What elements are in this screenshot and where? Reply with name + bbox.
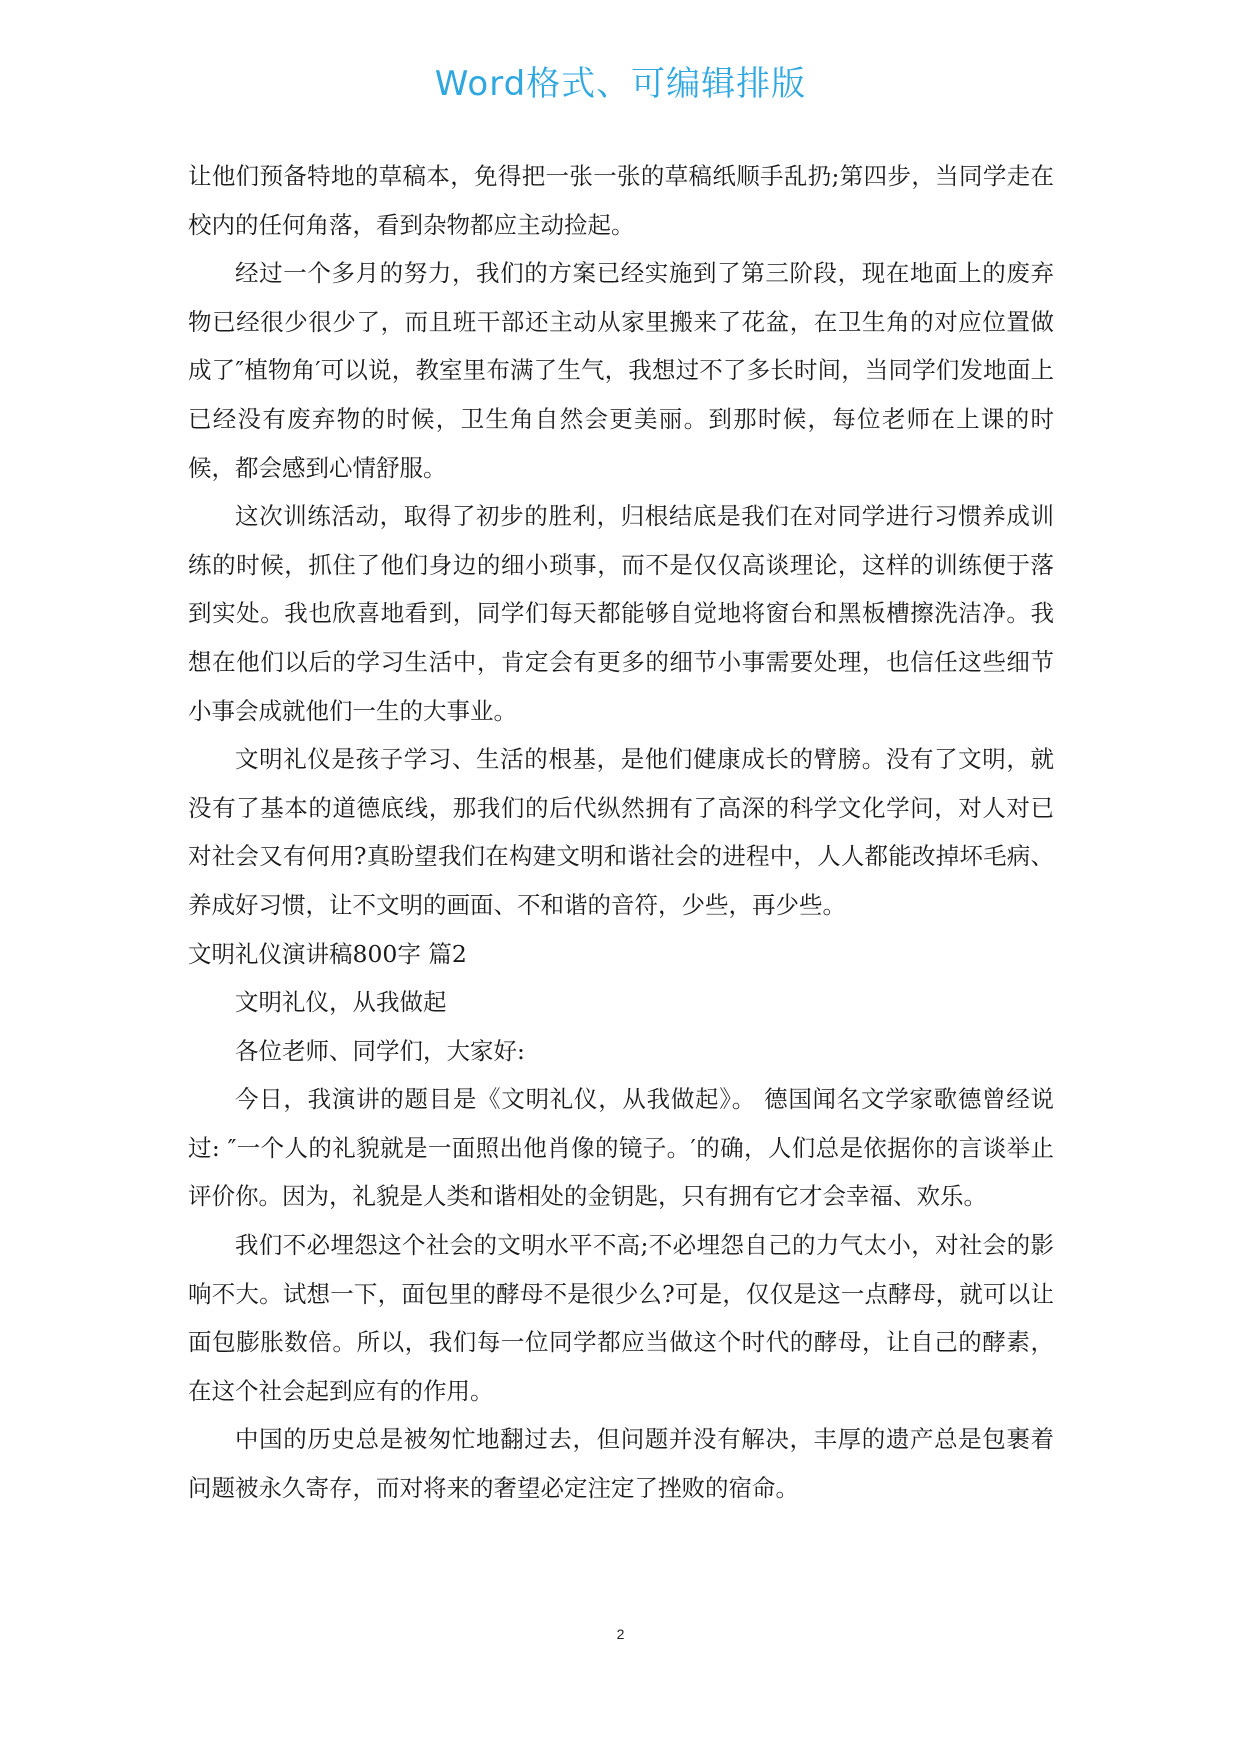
paragraph: 文明礼仪是孩子学习、生活的根基，是他们健康成长的臂膀。没有了文明，就没有了基本的道德底线，那我们的后代纵然拥有了高深的科学文化学问，对人对已对社会又有何用?真盼望我们在构建文明和谐社会的进程中，人人都能改掉坏毛病、养成好习惯，让不文明的画面、不和谐的音符，少些，再少些。 — [188, 745, 1054, 919]
paragraph: 经过一个多月的努力，我们的方案已经实施到了第三阶段，现在地面上的废弃物已经很少很少了，而且班干部还主动从家里搬来了花盆，在卫生角的对应位置做成了″植物角′可以说，教室里布满了生气，我想过不了多长时间，当同学们发地面上已经没有废弃物的时候，卫生角自然会更美丽。到那时候，每位老师在上课的时候，都会感到心情舒服。 — [188, 259, 1054, 482]
greeting: 各位老师、同学们，大家好: — [235, 1036, 525, 1065]
page-number: 2 — [616, 1626, 625, 1642]
section-heading: 文明礼仪演讲稿800字 篇2 — [188, 939, 467, 968]
paragraph: 今日，我演讲的题目是《文明礼仪，从我做起》。 德国闻名文学家歌德曾经说过: ″一个人的礼貌就是一面照出他肖像的镜子。′的确，人们总是依据你的言谈举止评价你。因为，礼貌是人类和谐相处的金钥匙，只有拥有它才会幸福、欢乐。 — [188, 1085, 1054, 1211]
speech-title: 文明礼仪，从我做起 — [235, 988, 447, 1017]
paragraph: 我们不必埋怨这个社会的文明水平不高;不必埋怨自己的力气太小，对社会的影响不大。试想一下，面包里的酵母不是很少么?可是，仅仅是这一点酵母，就可以让面包膨胀数倍。所以，我们每一位同学都应当做这个时代的酵母，让自己的酵素，在这个社会起到应有的作用。 — [188, 1231, 1054, 1405]
document-body — [188, 152, 1054, 1513]
paragraph: 这次训练活动，取得了初步的胜利，归根结底是我们在对同学进行习惯养成训练的时候，抓住了他们身边的细小琐事，而不是仅仅高谈理论，这样的训练便于落到实处。我也欣喜地看到，同学们每天都能够自觉地将窗台和黑板槽擦洗洁净。我想在他们以后的学习生活中，肯定会有更多的细节小事需要处理，也信任这些细节小事会成就他们一生的大事业。 — [188, 502, 1054, 725]
header-title: Word格式、可编辑排版 — [434, 64, 807, 104]
paragraph: 中国的历史总是被匆忙地翻过去，但问题并没有解决，丰厚的遗产总是包裹着问题被永久寄存，而对将来的奢望必定注定了挫败的宿命。 — [188, 1425, 1054, 1503]
paragraph-continuation: 让他们预备特地的草稿本，免得把一张一张的草稿纸顺手乱扔;第四步，当同学走在校内的任何角落，看到杂物都应主动捡起。 — [188, 162, 1054, 239]
